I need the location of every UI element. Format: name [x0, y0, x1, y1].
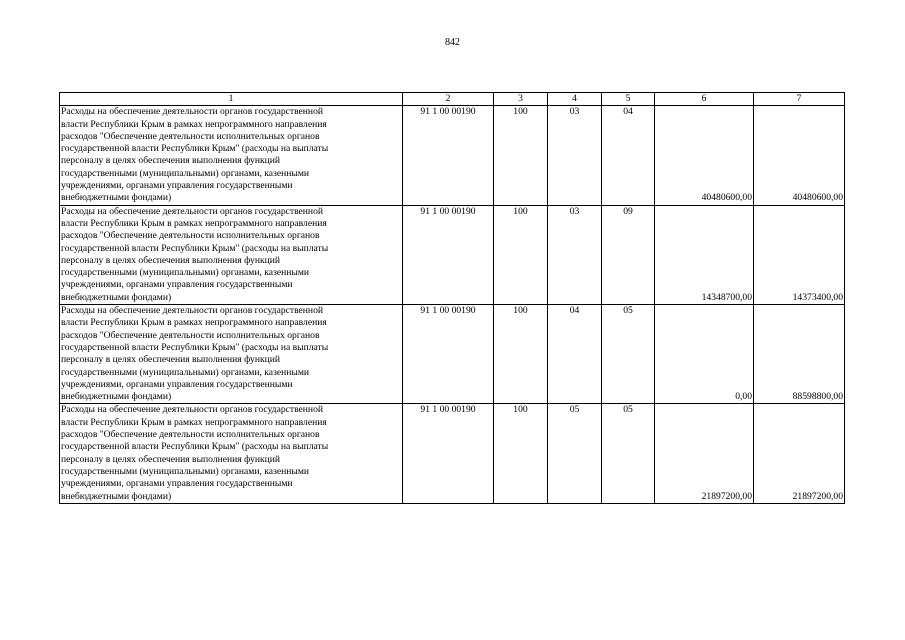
amount-col7-cell: 40480600,00: [754, 106, 845, 205]
budget-table: [59, 92, 845, 504]
table-row: [60, 305, 845, 404]
description-line: государственной власти Республики Крым" (расходы на выплаты: [61, 242, 329, 254]
description-line: учреждениями, органами управления государственными: [61, 478, 293, 490]
table-row: [60, 205, 845, 304]
subsection-cell: 04: [602, 106, 655, 205]
subsection-cell: 09: [602, 205, 655, 304]
section-cell: 03: [548, 205, 602, 304]
subsection-cell: 05: [602, 404, 655, 503]
description-line: расходов "Обеспечение деятельности исполнительных органов: [61, 429, 320, 441]
expense-type-cell: 100: [494, 106, 548, 205]
amount-col6-cell: 0,00: [655, 305, 754, 404]
description-line: власти Республики Крым в рамках непрограммного направления: [61, 317, 327, 329]
col-header-5: 5: [602, 93, 655, 106]
description-cell: [60, 404, 403, 503]
amount-col7-cell: 14373400,00: [754, 205, 845, 304]
description-line: государственной власти Республики Крым" (расходы на выплаты: [61, 143, 329, 155]
col-header-3: 3: [494, 93, 548, 106]
target-code-cell: 91 1 00 00190: [403, 305, 494, 404]
expense-type-cell: 100: [494, 305, 548, 404]
col-header-7: 7: [754, 93, 845, 106]
header-row: [60, 93, 845, 106]
description-line: персоналу в целях обеспечения выполнения функций: [61, 254, 281, 266]
description-line: персоналу в целях обеспечения выполнения функций: [61, 453, 281, 465]
description-line: власти Республики Крым в рамках непрограммного направления: [61, 416, 327, 428]
amount-col6-cell: 14348700,00: [655, 205, 754, 304]
description-line: власти Республики Крым в рамках непрограммного направления: [61, 118, 327, 130]
col-header-2: 2: [403, 93, 494, 106]
description-line: внебюджетными фондами): [61, 490, 172, 502]
target-code-cell: 91 1 00 00190: [403, 205, 494, 304]
description-line: внебюджетными фондами): [61, 391, 172, 403]
description-cell: [60, 205, 403, 304]
description-line: государственными (муниципальными) органами, казенными: [61, 465, 310, 477]
description-line: Расходы на обеспечение деятельности органов государственной: [61, 305, 324, 317]
description-line: государственной власти Республики Крым" (расходы на выплаты: [61, 341, 329, 353]
table-body: [60, 106, 845, 504]
description-line: Расходы на обеспечение деятельности органов государственной: [61, 205, 324, 217]
description-line: внебюджетными фондами): [61, 192, 172, 204]
col-header-1: 1: [60, 93, 403, 106]
col-header-4: 4: [548, 93, 602, 106]
description-line: учреждениями, органами управления государственными: [61, 378, 293, 390]
description-cell: [60, 106, 403, 205]
description-line: расходов "Обеспечение деятельности исполнительных органов: [61, 130, 320, 142]
description-line: Расходы на обеспечение деятельности органов государственной: [61, 404, 324, 416]
subsection-cell: 05: [602, 305, 655, 404]
description-line: власти Республики Крым в рамках непрограммного направления: [61, 217, 327, 229]
description-line: Расходы на обеспечение деятельности органов государственной: [61, 106, 324, 118]
description-line: государственными (муниципальными) органами, казенными: [61, 267, 310, 279]
expense-type-cell: 100: [494, 404, 548, 503]
description-line: учреждениями, органами управления государственными: [61, 279, 293, 291]
description-line: расходов "Обеспечение деятельности исполнительных органов: [61, 230, 320, 242]
description-line: государственной власти Республики Крым" (расходы на выплаты: [61, 441, 329, 453]
description-cell: [60, 305, 403, 404]
description-line: государственными (муниципальными) органами, казенными: [61, 167, 310, 179]
amount-col6-cell: 21897200,00: [655, 404, 754, 503]
amount-col6-cell: 40480600,00: [655, 106, 754, 205]
description-line: персоналу в целях обеспечения выполнения функций: [61, 354, 281, 366]
target-code-cell: 91 1 00 00190: [403, 106, 494, 205]
table-row: [60, 106, 845, 205]
expense-type-cell: 100: [494, 205, 548, 304]
section-cell: 03: [548, 106, 602, 205]
col-header-6: 6: [655, 93, 754, 106]
description-line: персоналу в целях обеспечения выполнения функций: [61, 155, 281, 167]
description-line: государственными (муниципальными) органами, казенными: [61, 366, 310, 378]
section-cell: 04: [548, 305, 602, 404]
description-line: расходов "Обеспечение деятельности исполнительных органов: [61, 329, 320, 341]
amount-col7-cell: 88598800,00: [754, 305, 845, 404]
target-code-cell: 91 1 00 00190: [403, 404, 494, 503]
table-row: [60, 404, 845, 503]
description-line: внебюджетными фондами): [61, 291, 172, 303]
description-line: учреждениями, органами управления государственными: [61, 180, 293, 192]
section-cell: 05: [548, 404, 602, 503]
amount-col7-cell: 21897200,00: [754, 404, 845, 503]
page-number: 842: [445, 37, 460, 48]
